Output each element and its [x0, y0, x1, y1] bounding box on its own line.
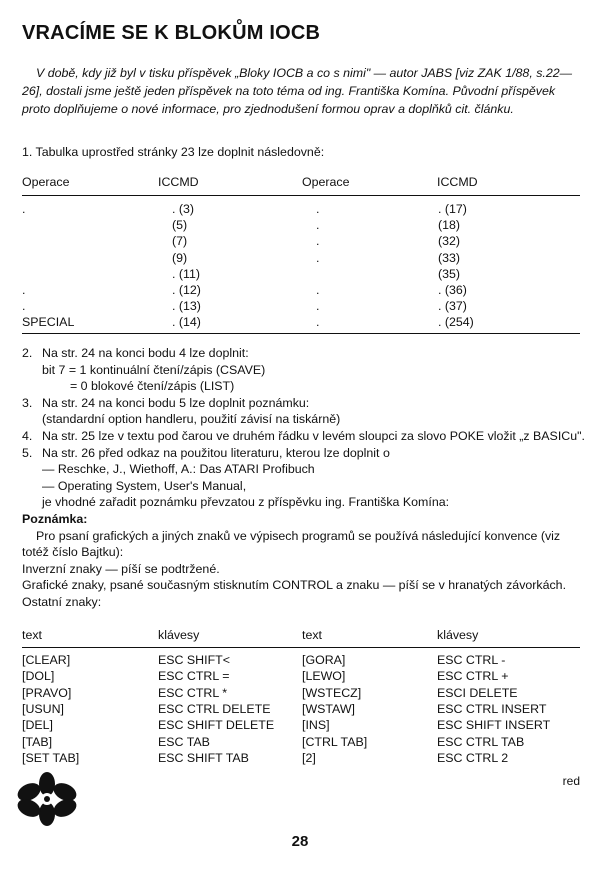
table1-header-operace: Operace — [22, 175, 70, 189]
table1-cell: . — [22, 283, 26, 297]
table2-cell: ESCI DELETE — [437, 685, 518, 700]
table1-cell: . — [316, 218, 320, 233]
table2-cell: ESC CTRL TAB — [437, 734, 525, 749]
table1-cell: (7) — [172, 234, 188, 249]
table2-header-text-2: text — [302, 628, 322, 642]
table2-cell: ESC CTRL = — [158, 669, 230, 684]
list-text: Na str. 24 na konci bodu 4 lze doplnit: — [42, 346, 249, 360]
table2-cell: ESC SHIFT DELETE — [158, 718, 275, 733]
table2-cell: ESC CTRL DELETE — [158, 701, 271, 716]
page-number: 28 — [291, 833, 309, 850]
note-title: Poznámka: — [22, 511, 88, 526]
table2-cell: [DOL] — [22, 669, 55, 684]
list-number: 3. — [22, 395, 33, 410]
article-intro — [22, 64, 582, 118]
list-item — [22, 445, 587, 462]
table2-cell: [TAB] — [22, 734, 53, 749]
list-item — [22, 345, 587, 362]
table1-cell: (18) — [438, 218, 461, 233]
table2-cell: ESC CTRL INSERT — [437, 701, 547, 716]
table2-cell: ESC CTRL + — [437, 669, 509, 684]
table1-header-iccmd-2: ICCMD — [437, 175, 478, 189]
list-subline: bit 7 = 1 kontinuální čtení/zápis (CSAVE) — [42, 362, 266, 377]
table1-cell: (35) — [438, 266, 461, 281]
table1-cell: . (11) — [172, 266, 200, 281]
table2-cell: [USUN] — [22, 701, 64, 716]
list-number: 2. — [22, 346, 33, 360]
table2-cell: ESC SHIFT TAB — [158, 750, 249, 765]
table1-cell: . — [316, 234, 320, 249]
table1-bottom-rule — [22, 333, 580, 334]
table2-cell: [CTRL TAB] — [302, 734, 368, 749]
list-number: 4. — [22, 428, 33, 443]
table2-cell: [DEL] — [22, 718, 53, 733]
table1-header-iccmd: ICCMD — [158, 175, 199, 189]
table1-cell: . — [316, 202, 320, 216]
table2-cell: [2] — [302, 750, 316, 765]
editor-signature: red — [562, 774, 580, 788]
list-text: Na str. 24 na konci bodu 5 lze doplnit poznámku: — [42, 395, 310, 410]
table1-header-operace-2: Operace — [302, 175, 350, 189]
table2-cell: [LEWO] — [302, 669, 346, 684]
table1-cell: . — [22, 202, 26, 216]
corrections-list — [22, 345, 587, 611]
table2-rule — [22, 647, 580, 648]
table1-cell: . — [316, 299, 320, 314]
table1-cell: . — [316, 283, 320, 297]
table2-header-keys-2: klávesy — [437, 628, 479, 642]
table1-cell: SPECIAL — [22, 315, 75, 330]
table2-cell: [SET TAB] — [22, 750, 80, 765]
list-subline: = 0 blokové čtení/zápis (LIST) — [70, 379, 235, 394]
table2-cell: ESC CTRL 2 — [437, 750, 509, 765]
table2-cell: [PRAVO] — [22, 685, 72, 700]
list-subline: (standardní option handleru, použití závisí na tiskárně) — [42, 412, 341, 427]
list-subline: — Operating System, User's Manual, — [42, 478, 247, 493]
table2-cell: [WSTAW] — [302, 701, 355, 716]
note-paragraph: Grafické znaky, psané současným stisknutím CONTROL a znaku — píší se v hranatých závorkách. Ostatní znaky: — [22, 578, 567, 609]
table2-cell: ESC CTRL - — [437, 653, 506, 667]
table2-cell: ESC SHIFT< — [158, 653, 230, 667]
table2-header-text: text — [22, 628, 42, 642]
table1-cell: . (17) — [438, 202, 467, 216]
table1-top-rule — [22, 195, 580, 196]
table1-cell: . (12) — [172, 283, 201, 297]
table2-cell: ESC SHIFT INSERT — [437, 718, 551, 733]
table1-cell: . (13) — [172, 299, 201, 314]
table1-cell: . — [316, 315, 320, 330]
table1-cell: (32) — [438, 234, 461, 249]
table1-cell: (9) — [172, 250, 188, 265]
list-item — [22, 395, 587, 412]
list-subline: je vhodné zařadit poznámku převzatou z příspěvku ing. Františka Komína: — [42, 495, 450, 510]
table2-cell: [GORA] — [302, 653, 346, 667]
table2-cell: ESC CTRL * — [158, 685, 228, 700]
flower-icon-graphic — [14, 770, 80, 828]
table1-intro: 1. Tabulka uprostřed stránky 23 lze doplnit následovně: — [22, 145, 325, 159]
list-subline: — Reschke, J., Wiethoff, A.: Das ATARI Profibuch — [42, 462, 315, 477]
article-title: VRACÍME SE K BLOKŮM IOCB — [22, 22, 321, 44]
table2-cell: ESC TAB — [158, 734, 210, 749]
table1-cell: . (37) — [438, 299, 467, 314]
flower-icon — [14, 770, 80, 833]
table1-cell: . (3) — [172, 202, 195, 216]
list-text: Na str. 25 lze v textu pod čarou ve druhém řádku v levém sloupci za slovo POKE vložit „z BASICu". — [42, 428, 585, 443]
table1-cell: . — [316, 250, 320, 265]
note-paragraph: Pro psaní grafických a jiných znaků ve výpisech programů se používá následující konvence (viz totéž číslo Bajtku): — [22, 528, 561, 560]
table1-cell: . (36) — [438, 283, 467, 297]
intro-paragraph: V době, kdy již byl v tisku příspěvek „Bloky IOCB a co s nimi" — autor JABS [viz ZAK 1/88, s.22—26], dostali jsme ještě jeden příspěvek na toto téma od ing. Františka Komína. Původní příspěvek proto doplňujeme o nové informace, pro zjednodušení formou oprav a doplňků cit. článku. — [22, 66, 573, 116]
table2-cell: [CLEAR] — [22, 653, 71, 667]
list-number: 5. — [22, 445, 33, 460]
table2-cell: [INS] — [302, 718, 330, 733]
note-paragraph: Inverzní znaky — píší se podtržené. — [22, 561, 220, 576]
table1-cell: (5) — [172, 218, 188, 233]
list-item — [22, 428, 587, 445]
list-text: Na str. 26 před odkaz na použitou literaturu, kterou lze doplnit o — [42, 445, 390, 460]
table1-cell: . (14) — [172, 315, 201, 330]
table2-cell: [WSTECZ] — [302, 685, 362, 700]
table1-cell: (33) — [438, 250, 461, 265]
table1-cell: . (254) — [438, 315, 474, 330]
table2-header-keys: klávesy — [158, 628, 200, 642]
table1-cell: . — [22, 299, 26, 314]
